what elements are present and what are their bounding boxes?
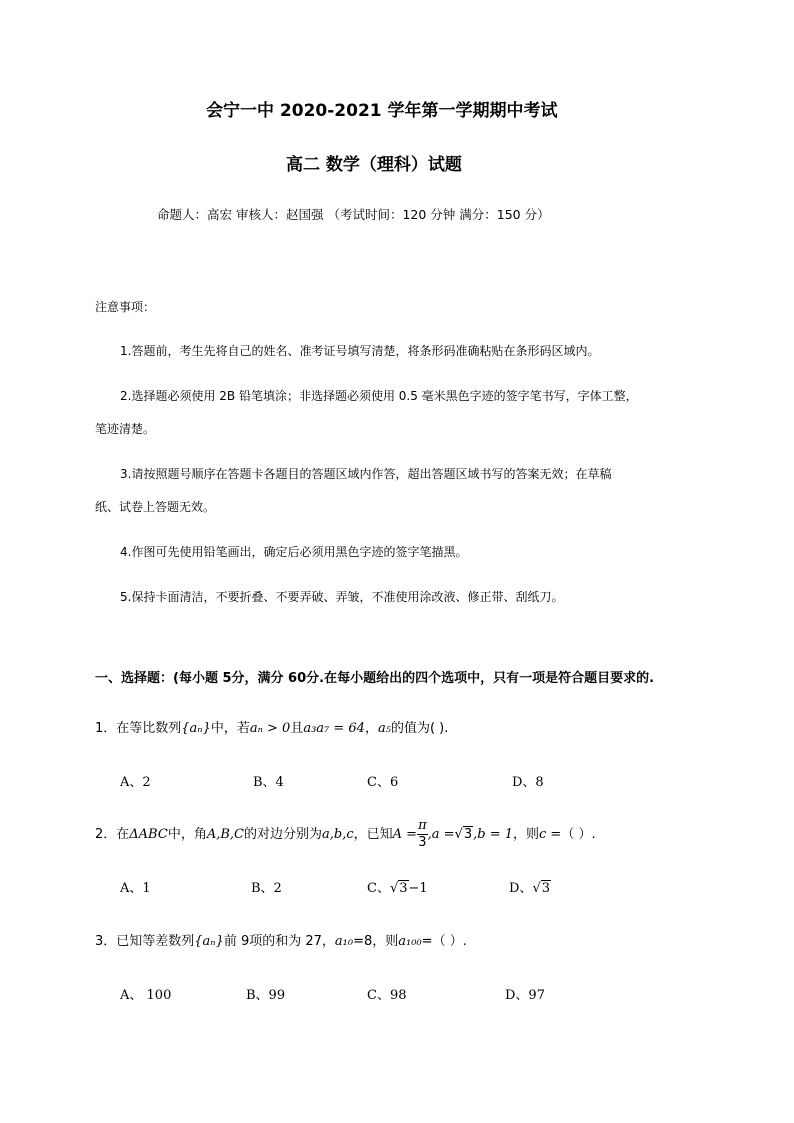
q2-fraction-denominator: 3 xyxy=(418,835,427,850)
notice-item-5: 5.保持卡面清洁，不要折叠、不要弄破、弄皱，不准使用涂改液、修正带、刮纸刀。 xyxy=(120,590,564,604)
q2-angles: A,B,C xyxy=(206,827,244,842)
q2-option-c-tail: −1 xyxy=(408,881,428,896)
q2-triangle: ΔABC xyxy=(129,827,168,842)
q1-target: a₅ xyxy=(377,721,391,736)
q1-text: 的值为( ). xyxy=(390,721,449,736)
q3-option-d: D、97 xyxy=(505,988,545,1003)
q1-option-c: C、6 xyxy=(367,775,399,790)
question-2: 2．在ΔABC中，角A,B,C的对边分别为a,b,c，已知A = $\frac{\pi}{3}$ ,a =√3,b = 1，则c =（ ）. xyxy=(95,818,596,850)
q2-condition-a: ,a = xyxy=(427,827,455,842)
q3-text: 前 9项的和为 27， xyxy=(223,934,335,949)
q1-condition: a₃a₇ = 64 xyxy=(303,721,365,736)
q2-fraction xyxy=(417,818,428,851)
q2-text: 2．在 xyxy=(95,827,130,842)
q1-text: 中，若 xyxy=(210,721,250,736)
notice-item-2-cont: 笔迹清楚。 xyxy=(95,422,156,436)
q2-option-b: B、2 xyxy=(251,881,282,896)
q3-a100: a₁₀₀ xyxy=(398,934,422,949)
exam-meta: 命题人：高宏 审核人：赵国强 （考试时间：120 分钟 满分：150 分） xyxy=(157,207,550,222)
q2-text: 的对边分别为 xyxy=(243,827,322,842)
notice-item-2: 2.选择题必须使用 2B 铅笔填涂；非选择题必须使用 0.5 毫米黑色字迹的签字笔书写，字体工整， xyxy=(120,389,638,403)
q1-text: 1．在等比数列 xyxy=(95,721,182,736)
q3-sequence: {aₙ} xyxy=(194,934,224,949)
q1-text: 且 xyxy=(290,721,304,736)
q2-option-c-root: 3 xyxy=(399,881,408,896)
q2-sides: a,b,c xyxy=(322,827,354,842)
q1-option-a: A、2 xyxy=(120,775,151,790)
exam-title: 会宁一中 2020-2021 学年第一学期期中考试 xyxy=(206,101,558,121)
notice-item-1: 1.答题前，考生先将自己的姓名、准考证号填写清楚，将条形码准确粘贴在条形码区域内。 xyxy=(120,344,600,358)
q3-text: =8，则 xyxy=(353,934,399,949)
q1-sequence: {aₙ} xyxy=(181,721,211,736)
q2-option-c-label: C、 xyxy=(367,881,390,896)
notice-item-4: 4.作图可先使用铅笔画出，确定后必须用黑色字迹的签字笔描黑。 xyxy=(120,545,468,559)
q2-text: 中，角 xyxy=(167,827,207,842)
q2-fraction-numerator xyxy=(417,818,428,835)
q3-option-c: C、98 xyxy=(367,988,407,1003)
q2-root: 3 xyxy=(463,827,473,842)
q1-option-d: D、8 xyxy=(512,775,544,790)
q3-a10: a₁₀ xyxy=(334,934,354,949)
q2-option-d: D、√3 xyxy=(509,881,551,896)
q2-option-c: C、√3−1 xyxy=(367,881,428,896)
q2-condition-b: ,b = 1 xyxy=(473,827,513,842)
q2-text: （ ）. xyxy=(561,827,596,842)
q2-option-a: A、1 xyxy=(120,881,151,896)
q3-text: =（ ）. xyxy=(421,934,467,949)
q1-condition: aₙ > 0 xyxy=(249,721,291,736)
q2-condition-A: A = xyxy=(392,827,418,842)
question-3 xyxy=(95,930,467,949)
q3-option-b: B、99 xyxy=(246,988,286,1003)
question-1 xyxy=(95,717,448,736)
q3-option-a: A、 100 xyxy=(120,988,172,1003)
q2-text: ，已知 xyxy=(353,827,393,842)
notice-item-3-cont: 纸、试卷上答题无效。 xyxy=(95,500,216,514)
notice-heading: 注意事项： xyxy=(95,300,156,314)
q2-text: ，则 xyxy=(513,827,540,842)
notice-item-3: 3.请按照题号顺序在答题卡各题目的答题区域内作答，超出答题区域书写的答案无效；在草稿 xyxy=(120,467,612,481)
pi-symbol: π xyxy=(418,818,427,833)
q2-option-d-root: 3 xyxy=(541,881,551,896)
q1-text: ， xyxy=(364,721,378,736)
q1-option-b: B、4 xyxy=(253,775,284,790)
section-1-heading: 一、选择题：(每小题 5分，满分 60分.在每小题给出的四个选项中，只有一项是符合题目要求的. xyxy=(95,671,655,686)
exam-subtitle: 高二 数学（理科）试题 xyxy=(286,155,462,175)
q3-text: 3．已知等差数列 xyxy=(95,934,195,949)
q2-ask: c = xyxy=(539,827,562,842)
q2-option-d-label: D、 xyxy=(509,881,533,896)
